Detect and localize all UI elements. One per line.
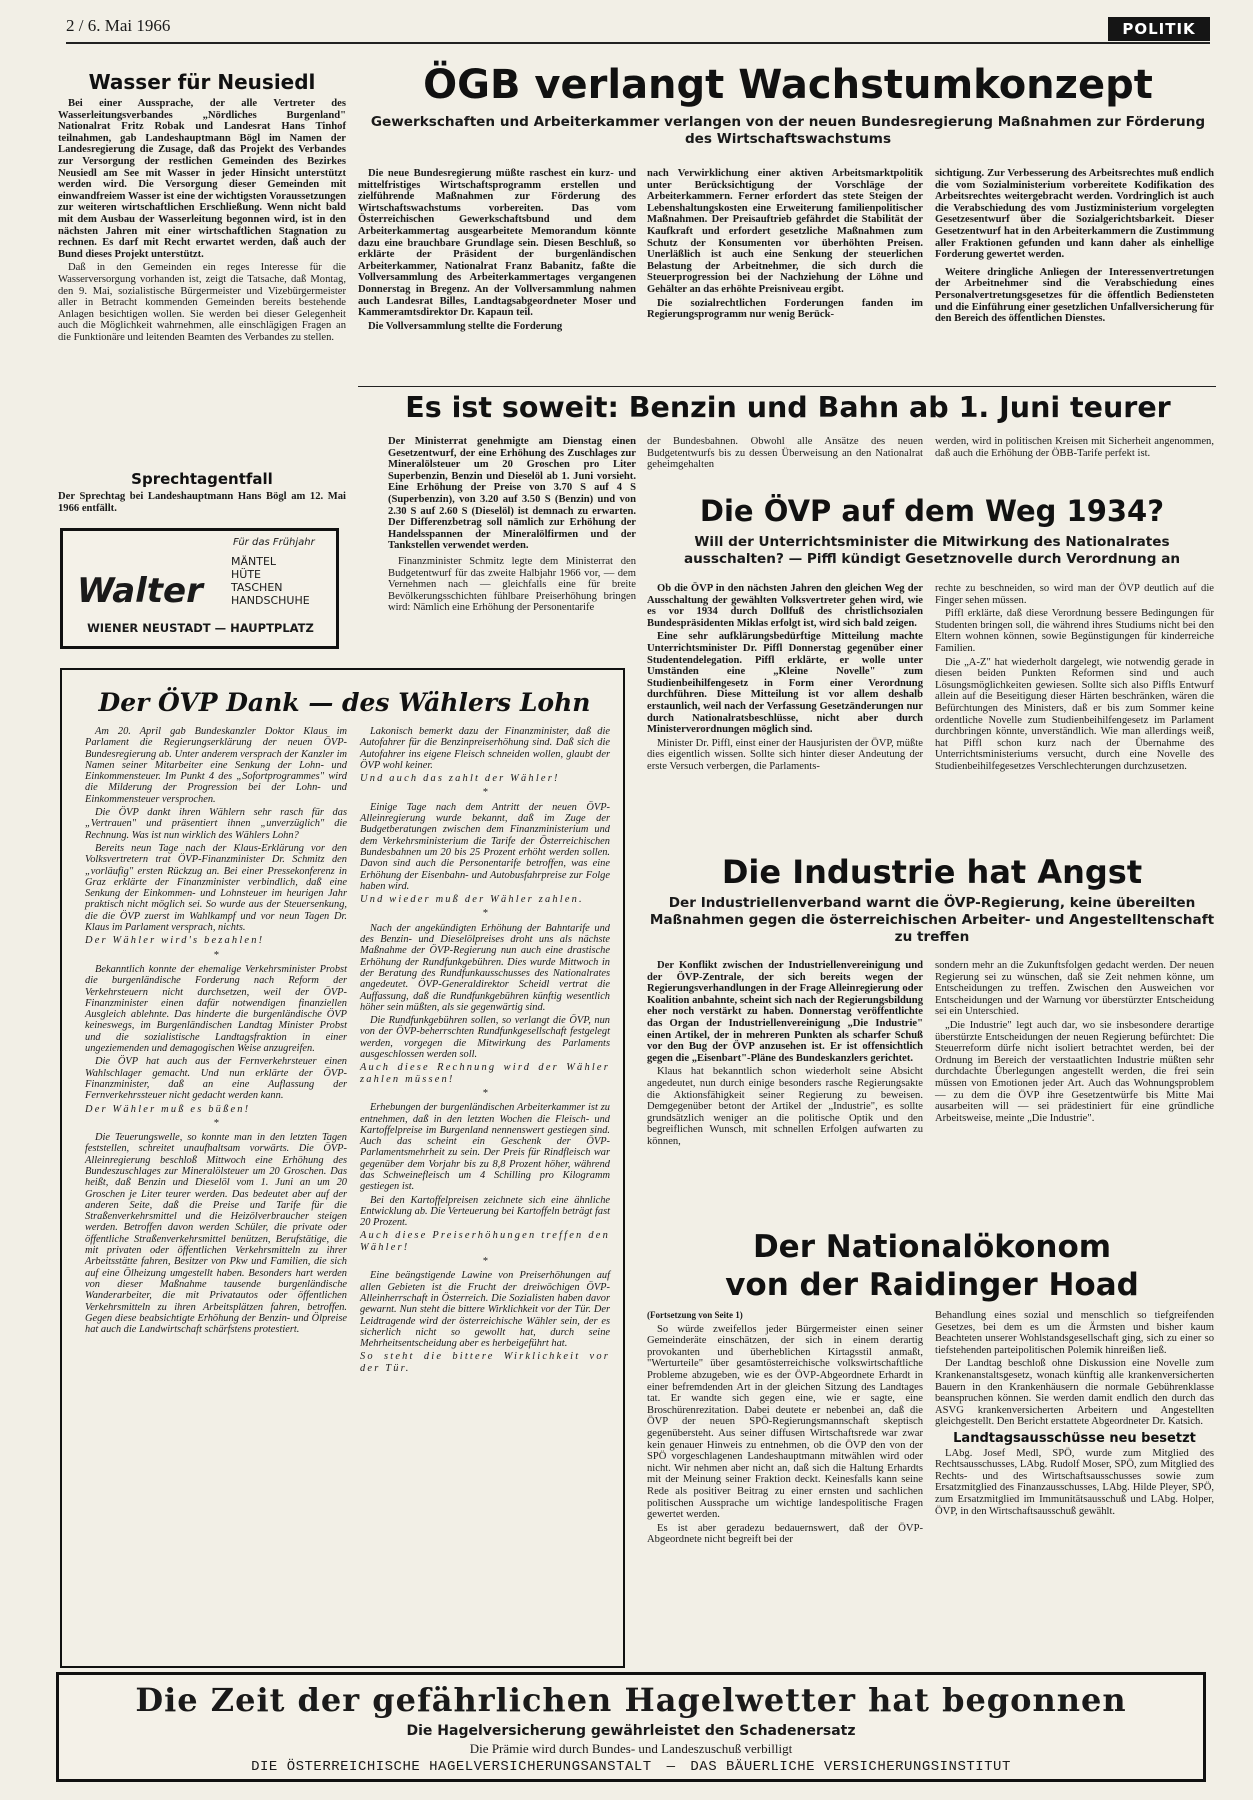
walter-items <box>231 555 310 607</box>
dank-paragraph: Bereits neun Tage nach der Klaus-Erklärung vor den Volksvertretern trat ÖVP-Finanzminister Dr. Schmitz den „vorläufig" ersten Rückzug an. Bei einer Pressekonferenz in Graz erklärte der Finanzminister verbindlich, daß eine Senkung der Einkommen- und Lohnsteuer im heurigen Jahr praktisch nicht möglich sei. So wurde aus der Steuersenkung, die die ÖVP zuerst im Wahlkampf und vor neun Tagen Dr. Klaus im Parlament versprach, nichts. <box>85 842 347 934</box>
page-date: 2 / 6. Mai 1966 <box>66 16 171 35</box>
dank-paragraph: Erhebungen der burgenländischen Arbeiterkammer ist zu entnehmen, daß in den letzten Wochen die Fleisch- und Kartoffelpreise im Burgenland nennenswert gestiegen sind. Auch das scheint ein Geschenk der ÖVP-Parlamentsmehrheit zu sein. Der Preis für Rindfleisch war gegenüber dem Vorjahr bis zu 8,8 Prozent höher, während das Schweinefleisch um 4 Schilling pro Kilogramm gestiegen ist. <box>360 1102 610 1193</box>
walter-brand: Walter <box>77 571 203 611</box>
industrie-paragraph: sondern mehr an die Zukunftsfolgen gedacht werden. Der neuen Regierung sei zu wünschen, daß sie Zeit nehmen könne, um Entscheidungen zu treffen. Zwischen den Ausweichen vor Entscheidungen und der Warnung vor überstürzter Entscheidung sei ein Unterschied. <box>935 960 1214 1018</box>
oevp1934-subhead: Will der Unterrichtsminister die Mitwirkung des Nationalrates ausschalten? — Piffl kündigt Gesetznovelle durch Verordnung an <box>683 534 1181 567</box>
dank-paragraph: Bei den Kartoffelpreisen zeichnete sich eine ähnliche Entwicklung ab. Die Verteuerung bei Kartoffeln beträgt fast 20 Prozent. <box>360 1194 610 1229</box>
continuation-note: (Fortsetzung von Seite 1) <box>647 1310 743 1320</box>
industrie-subhead: Der Industriellenverband warnt die ÖVP-Regierung, keine übereilten Maßnahmen gegen die österreichischen Arbeiter- und Angestelltenschaft zu treffen <box>649 895 1215 945</box>
nationaloekonom-col-2 <box>935 1310 1214 1519</box>
benzin-paragraph: Der Ministerrat genehmigte am Dienstag einen Gesetzentwurf, der eine Erhöhung des Zuschlages zur Mineralölsteuer um 20 Groschen pro Liter Superbenzin, Benzin und Dieselöl ab 1. Juni vorsieht. Eine Erhöhung der Preise von 3.70 S auf 4 S (Superbenzin), von 3.20 auf 3.50 S (Benzin) und von 2.30 S auf 2.60 S (Dieselöl) ist demnach zu erwarten. Der Differenzbetrag soll nämlich zur Erhöhung der Handelsspannen der Mineralölfirmen und der Tankstellen verwendet werden. <box>388 436 636 552</box>
dank-paragraph: Die ÖVP dankt ihren Wählern sehr rasch für das „Vertrauen" und präsentiert ihnen „unverzüglich" die Rechnung. Was ist nun wirklich des Wählers Lohn? <box>85 807 347 841</box>
section-label: POLITIK <box>1108 17 1210 41</box>
oegb-col-1 <box>358 168 636 334</box>
sprechtag-text: Der Sprechtag bei Landeshauptmann Hans Bögl am 12. Mai 1966 entfällt. <box>58 491 346 514</box>
star-separator: * <box>213 949 219 961</box>
nationaloekonom-headline <box>647 1228 1217 1304</box>
dank-box <box>60 668 625 1668</box>
nationaloekonom-paragraph: Es ist aber geradezu bedauernswert, daß der ÖVP-Abgeordnete nicht begreift bei der <box>647 1522 923 1546</box>
benzin-paragraph: Finanzminister Schmitz legte dem Ministerrat den Budgetentwurf für das zweite Halbjahr 1966 vor, — dem Vernehmen nach — gleichfalls eine für breite Bevölkerungsschichten fühlbare Preiserhöhung bringen wird: Nämlich eine Erhöhung der Personentarife <box>388 555 636 614</box>
dank-refrain: Und wieder muß der Wähler zahlen. <box>360 894 584 906</box>
industrie-col-1 <box>647 960 923 1150</box>
dank-col-right <box>360 726 610 1376</box>
walter-ad <box>60 528 339 649</box>
dank-refrain: Der Wähler muß es büßen! <box>85 1103 251 1115</box>
hagel-ad <box>56 1672 1206 1782</box>
oevp1934-headline: Die ÖVP auf dem Weg 1934? <box>699 494 1165 528</box>
oevp1934-paragraph: Minister Dr. Piffl, einst einer der Hausjuristen der ÖVP, müßte dies eigentlich wissen. Sollte sich hinter dieser Andeutung der erste Versuch verbergen, die Parlaments- <box>647 737 923 772</box>
oegb-paragraph: Die Vollversammlung stellte die Forderung <box>368 320 563 332</box>
dank-paragraph: Die Teuerungswelle, so konnte man in den letzten Tagen feststellen, schreitet unaufhaltsam vorwärts. Die ÖVP-Alleinregierung beschloß Mittwoch eine Erhöhung des Bundeszuschlages zur Mineralölsteuer um 20 Groschen. Das heißt, daß Benzin und Dieselöl vom 1. Juni an um 20 Groschen je Liter teurer werden. Das bedeutet aber auf der anderen Seite, daß die Preise und Tarife für die Straßenverkehrsmittel und die Heizölverbraucher steigen werden. Betroffen davon werden Schüler, die private oder öffentliche Straßenverkehrsmittel benützen, Berufstätige, die mit privaten oder öffentlichen Verkehrsmitteln zu ihrer Arbeitsstätte fahren, Besitzer von Pkw und Familien, die sich auf eine Ölheizung umgestellt haben. Besonders hart werden von dieser Maßnahme tausende burgenländische Wanderarbeiter, die mit Privatautos oder öffentlichen Verkehrsmitteln zu ihren Arbeitsplätzen fahren, betroffen. Gegen diese beabsichtigte Erhöhung der Benzin- und Ölpreise hat auch die Landwirtschaft schärfstens protestiert. <box>85 1132 347 1336</box>
dank-paragraph: Am 20. April gab Bundeskanzler Doktor Klaus im Parlament die Regierungserklärung der neuen ÖVP-Bundesregierung ab. Unter anderem versprach der Kanzler im Namen seiner Mitarbeiter eine Senkung der Lohn- und Einkommensteuer. Im Punkt 4 des „Sofortprogrammes" wird die Milderung der Progression bei der Lohn- und Einkommensteuer versprochen. <box>85 726 347 805</box>
walter-item: HÜTE <box>231 568 261 581</box>
oevp1934-paragraph: Eine sehr aufklärungsbedürftige Mitteilung machte Unterrichtsminister Dr. Piffl Donnerstag gegenüber einer Studentendelegation. Piffl erklärte, er wolle unter Umständen eine „Kleine Novelle" zum Studienbeihilfengesetz in Form einer Verordnung durchführen. Diese Mitteilung ist vor allem deshalb erstaunlich, weil nach der Verfassung Gesetzänderungen nur durch Nationalratsbeschlüsse, nicht aber durch Ministerverordnungen möglich sind. <box>647 631 923 736</box>
hagel-headline: Die Zeit der gefährlichen Hagelwetter hat begonnen <box>135 1681 1127 1719</box>
hagel-line-2: Die Prämie wird durch Bundes- und Landeszuschuß verbilligt <box>469 1741 793 1756</box>
wasser-article <box>58 70 346 345</box>
industrie-paragraph: „Die Industrie" legt auch dar, wo sie insbesondere derartige überstürzte Entscheidungen der neuen Regierung befürchtet: Die Steuerreform dürfe nicht isoliert betrachtet werden, bei der Ordnung im Bereich der verstaatlichten Industrie müßten sehr durchdachte Überlegungen angestellt werden, die frei sein müssen von Emotionen jeder Art. Auch das Wohnungsproblem — zu dem die ÖVP ihre Gesetzentwürfe bis Mitte Mai ausarbeiten will — sei prädestiniert für eine gründliche Arbeitsweise, meinte „Die Industrie". <box>935 1019 1214 1124</box>
oegb-subhead: Gewerkschaften und Arbeiterkammer verlangen von der neuen Bundesregierung Maßnahmen zur Förderung des Wirtschaftswachstums <box>370 114 1206 147</box>
star-separator: * <box>213 1117 219 1129</box>
oegb-paragraph: sichtigung. Zur Verbesserung des Arbeitsrechtes muß endlich die vom Sozialministerium vorbereitete Kodifikation des Arbeitsrechtes weitergebracht werden. Vordringlich ist auch die Verabschiedung des vom Justizministerium vorgelegten Gesetzesentwurf über die Sozialgerichtsbarkeit. Dieser Gesetzentwurf hat in den Arbeiterkammern die Zustimmung aller Fraktionen gefunden und kann daher als einhellige Forderung gewertet werden. <box>935 168 1214 261</box>
industrie-col-2 <box>935 960 1214 1126</box>
sprechtag-title: Sprechtagentfall <box>131 470 273 488</box>
dank-refrain: Und auch das zahlt der Wähler! <box>360 773 560 785</box>
oegb-col-2 <box>647 168 923 323</box>
nationaloekonom-paragraph: Behandlung eines sozial und menschlich so tiefgreifenden Gesetzes, bei dem es um die Ärmsten und bisher kaum Beachteten unserer Wohlstandsgesellschaft ging, sich zu einer so tiefstehenden parteipolitischen Polemik hinreißen ließ. <box>935 1310 1214 1356</box>
nationaloekonom-paragraph: Der Landtag beschloß ohne Diskussion eine Novelle zum Krankenanstaltsgesetz, wonach künftig alle krankenversicherten Bauern in den Krankenhäusern die normale Gebührenklasse beanspruchen können. Sie werden damit endlich den durch das ASVG krankenversicherten Arbeitern und Angestellten gleichgestellt. Den Bericht erstattete Abgeordneter Dr. Katsich. <box>935 1358 1214 1428</box>
star-separator: * <box>482 787 488 799</box>
dank-paragraph: Einige Tage nach dem Antritt der neuen ÖVP-Alleinregierung wurde bekannt, daß im Zuge der Budgetberatungen zwischen dem Finanzministerium und dem Verkehrsministerium die Tarife der Österreichischen Bundesbahnen um 20 bis 25 Prozent erhöht werden sollen. Davon sind auch die Personentarife betroffen, was eine Erhöhung der Eisenbahn- und Autobusfahrpreise zur Folge haben wird. <box>360 801 610 892</box>
wasser-paragraph: Bei einer Aussprache, der alle Vertreter des Wasserleitungsverbandes „Nördliches Burgenland" Nationalrat Fritz Robak und Landesrat Hans Tinhof teilnahmen, gab Landeshauptmann Bögl im Namen der Landesregierung die Zusage, daß das Projekt des Verbandes zur Versorgung der restlichen Gemeinden des Bezirkes Neusiedl am See mit Wasser in jeder Hinsicht unterstützt werden wird. Die Versorgung dieser Gemeinden mit einwandfreiem Wasser ist eine der wichtigsten Voraussetzungen zur weiteren wirtschaftlichen Erschließung. Wenn nicht bald mit dem Ausbau der Wasserleitung begonnen wird, ist in den nächsten Jahren mit einer wirtschaftlichen Stagnation zu rechnen. Es darf mit Recht erwartet werden, daß auch der Bund dieses Projekt unterstützt. <box>58 98 346 260</box>
star-separator: * <box>482 1256 488 1268</box>
oegb-paragraph: Weitere dringliche Anliegen der Interessenvertretungen der Arbeitnehmer sind die Verabschiedung eines Personalvertretungsgesetzes für die öffentlich Bediensteten und die Einführung einer gesetzlichen Unfallversicherung für den Bereich des öffentlichen Dienstes. <box>935 266 1214 325</box>
oegb-paragraph: Die sozialrechtlichen Forderungen fanden im Regierungsprogramm nur wenig Berück- <box>647 297 923 321</box>
dank-refrain: So steht die bittere Wirklichkeit vor der Tür. <box>360 1351 610 1374</box>
dank-paragraph: Eine beängstigende Lawine von Preiserhöhungen auf allen Gebieten ist die Frucht der dreiwöchigen ÖVP-Alleinherrschaft in Österreich. Die Sozialisten haben davor gewarnt. Nun steht die bittere Wirklichkeit vor der Tür. Der Leidtragende wird der österreichische Wähler sein, der es sicherlich nicht so gewollt hat, durch seine Mehrheitsentscheidung aber es herbeigeführt hat. <box>360 1270 610 1350</box>
dank-paragraph: Bekanntlich konnte der ehemalige Verkehrsminister Probst die burgenländische Forderung nach Reform der Verkehrsteuern nicht durchsetzen, weil der ÖVP-Finanzminister einen dafür notwendigen finanziellen Ausgleich ablehnte. Das hinderte die burgenländische ÖVP keineswegs, im Burgenländischen Landtag Minister Probst und die sozialistische Landtagsfraktion in einer ungeziemenden und demagogischen Weise anzugreifen. <box>85 963 347 1055</box>
dank-refrain: Auch diese Preiserhöhungen treffen den Wähler! <box>360 1230 610 1253</box>
oegb-paragraph: Die neue Bundesregierung müßte raschest ein kurz- und mittelfristiges Wirtschaftsprogramm erstellen und zielführende Maßnahmen zur Förderung des Wirtschaftswachstums vorbereiten. Das vom Österreichischen Gewerkschaftsbund und dem Arbeiterkammertag ausgearbeitete Memorandum könnte dazu eine brauchbare Grundlage sein. Diesen Beschluß, so erklärte der Präsident der burgenländischen Arbeiterkammer, Nationalrat Franz Babanitz, faßte die Vollversammlung des Arbeiterkammertages vergangenen Donnerstag in Bregenz. An der Vollversammlung nahmen auch Landesrat Billes, Landtagsabgeordneter Moser und Kammeramtsdirektor Dr. Kapaun teil. <box>358 168 636 319</box>
hagel-companies <box>59 1759 1203 1775</box>
oevp1934-col-2 <box>935 583 1214 775</box>
benzin-headline: Es ist soweit: Benzin und Bahn ab 1. Juni teurer <box>405 391 1171 424</box>
dank-col-left <box>85 726 347 1337</box>
walter-item: MÄNTEL <box>231 555 277 568</box>
hagel-line-1: Die Hagelversicherung gewährleistet den Schadenersatz <box>406 1723 856 1739</box>
dank-paragraph: Die Rundfunkgebühren sollen, so verlangt die ÖVP, nun von der ÖVP-beherrschten Rundfunkgesellschaft festgelegt werden, vorgegen die Mitwirkung des Parlaments ausgeschlossen werden soll. <box>360 1015 610 1061</box>
star-separator: * <box>482 1087 488 1099</box>
hagel-company: DIE ÖSTERREICHISCHE HAGELVERSICHERUNGSANSTALT <box>251 1759 652 1775</box>
oevp1934-paragraph: Ob die ÖVP in den nächsten Jahren den gleichen Weg der Ausschaltung der gewählten Volksvertreter gehen wird, wie es vor 1934 durch Dollfuß des christlichsozialen Bundespräsidenten Miklas erfolgt ist, wird sich bald zeigen. <box>647 583 923 629</box>
walter-item: HANDSCHUHE <box>231 594 310 607</box>
oegb-headline: ÖGB verlangt Wachstumkonzept <box>423 62 1153 108</box>
star-separator: * <box>482 908 488 920</box>
industrie-paragraph: Der Konflikt zwischen der Industriellenvereinigung und der ÖVP-Zentrale, der sich bereits wegen der Regierungsverhandlungen in der Frage Alleinregierung oder Koalition anbahnte, scheint sich nach der Regierungsbildung eher noch verstärkt zu haben. Donnerstag veröffentlichte das Organ der Industriellenvereinigung „Die Industrie" einen Artikel, der in mehreren Punkten als scharfer Schuß vor den Bug der ÖVP anzusehen ist. Er ist offensichtlich gegen die „Eisenbart"-Pläne des Bundeskanzlers gerichtet. <box>647 960 923 1064</box>
industrie-paragraph: Klaus hat bekanntlich schon wiederholt seine Absicht angedeutet, nun durch einige besonders rasche Regierungsakte die Aktionsfähigkeit seiner Regierung zu beweisen. Demgegenüber betont der Artikel der „Industrie", es sollte grundsätzlich weniger an die politische Optik und den begreiflichen Wunsch, mit schnellen Erfolgen aufwarten zu können, <box>647 1066 923 1147</box>
benzin-col-2: der Bundesbahnen. Obwohl alle Ansätze des neuen Budgetentwurfs bis zu dessen Überweisung an den Nationalrat geheimgehalten <box>647 436 923 471</box>
oevp1934-paragraph: Die „A-Z" hat wiederholt dargelegt, wie notwendig gerade in diesen beiden Punkten Reformen sind und auch Lösungsmöglichkeiten gewiesen. Sollte sich also Piffls Entwurf allein auf die Beseitigung dieser Härten beschränken, wären die Befürchtungen des Ministers, daß er bis zum Sommer keine ordentliche Novelle zum Studienbeihilfengesetz im Parlament durchbringen könnte, unverständlich. Wie man allerdings weiß, hat Piffl schon kurz nach der Übernahme des Unterrichtsministeriums versucht, durch eine Novelle des Studienbeihilfegesetzes Verschlechterungen durchzusetzen. <box>935 656 1214 772</box>
walter-season: Für das Frühjahr <box>233 537 315 548</box>
nationaloekonom-paragraph: LAbg. Josef Medl, SPÖ, wurde zum Mitglied des Rechtsausschusses, LAbg. Rudolf Moser, SPÖ, zum Mitglied des Rechts- und des Wirtschaftsausschusses sowie zum Ersatzmitglied des Finanzausschusses, LAbg. Hilde Pleyer, SPÖ, zum Ersatzmitglied im Immunitätsausschuß und LAbg. Holper, ÖVP, in den Wirtschaftsausschuß gewählt. <box>935 1447 1214 1517</box>
oevp1934-paragraph: rechte zu beschneiden, so wird man der ÖVP deutlich auf die Finger sehen müssen. <box>935 583 1214 606</box>
benzin-col-1 <box>388 436 636 616</box>
nationaloekonom-headline-line: von der Raidinger Hoad <box>725 1267 1139 1303</box>
wasser-title: Wasser für Neusiedl <box>88 70 316 94</box>
nationaloekonom-col-1 <box>647 1310 923 1548</box>
benzin-rule <box>358 386 1216 387</box>
ausschuesse-title: Landtagsausschüsse neu besetzt <box>953 1430 1196 1446</box>
oevp1934-paragraph: Piffl erklärte, daß diese Verordnung bessere Bedingungen für Studenten bringen soll, die während ihres Studiums nicht bei den Eltern wohnen können, sowie Begünstigungen für kinderreiche Familien. <box>935 608 1214 654</box>
nationaloekonom-headline-line: Der Nationalökonom <box>752 1229 1112 1265</box>
walter-address: WIENER NEUSTADT — HAUPTPLATZ <box>87 621 314 635</box>
oegb-col-3 <box>935 168 1214 327</box>
industrie-headline: Die Industrie hat Angst <box>721 853 1143 891</box>
nationaloekonom-paragraph: So würde zweifellos jeder Bürgermeister einen seiner Gemeinderäte einschätzen, der sich in einem derartig provokanten und überheblichen Kirtagsstil anmaßt, "Werturteile" über gesamtösterreichische volkswirtschaftliche Probleme abzugeben, wie es der ÖVP-Abgeordnete Erhardt in einer befremdenden Art in der gleichen Sitzung des Landtages tat. Er wandte sich gegen eine, wie er sagte, eine Broschürenrezitation. Dabei deutete er nebenbei an, daß die ÖVP der neuen SPÖ-Regierungsmannschaft skeptisch gegenübersteht. Aus seiner diffusen Wirtschaftsrede war zwar kein genauer Hinweis zu entnehmen, ob die ÖVP den von der SPÖ vorgeschlagenen Landeshauptmann mitwählen wird oder nicht. Wir nehmen aber nicht an, daß sich die Haltung Erhardts mit der Meinung seiner Fraktion deckt. Keinesfalls kann seine Rede als positiver Beitrag zu einer ernsten und sachlichen politischen Aussprache um wichtige landespolitische Fragen gewertet werden. <box>647 1323 923 1521</box>
sprechtag-notice <box>58 470 346 514</box>
dank-paragraph: Lakonisch bemerkt dazu der Finanzminister, daß die Autofahrer für die Benzinpreiserhöhung sind. Daß sich die Autofahrer ins eigene Fleisch schneiden wollen, glaubt der ÖVP wohl keiner. <box>360 726 610 771</box>
hagel-separator: — <box>666 1759 676 1775</box>
hagel-company: DAS BÄUERLICHE VERSICHERUNGSINSTITUT <box>690 1759 1011 1775</box>
oegb-article <box>358 62 1218 156</box>
benzin-col-3: werden, wird in politischen Kreisen mit Sicherheit angenommen, daß auch die Erhöhung der ÖBB-Tarife perfekt ist. <box>935 436 1214 459</box>
wasser-paragraph: Daß in den Gemeinden ein reges Interesse für die Wasserversorgung vorhanden ist, zeigt die Tatsache, daß Montag, den 9. Mai, sozialistische Bürgermeister und Vizebürgermeister aller in Betracht kommenden Gemeinden bereits bestehende Anlagen besichtigen wollen. Sie werden bei dieser Gelegenheit auch die Möglichkeit wahrnehmen, alle einschlägigen Fragen an die Funktionäre und leitenden Beamten des Verbandes zu stellen. <box>58 262 346 343</box>
dank-paragraph: Die ÖVP hat auch aus der Fernverkehrsteuer einen Wahlschlager gemacht. Und nun erklärte der ÖVP-Finanzminister, daß an eine Auflassung der Fernverkehrssteuer nicht gedacht werden kann. <box>85 1056 347 1102</box>
dank-refrain: Auch diese Rechnung wird der Wähler zahlen müssen! <box>360 1062 610 1085</box>
dank-headline: Der ÖVP Dank — des Wählers Lohn <box>98 688 591 717</box>
oegb-paragraph: nach Verwirklichung einer aktiven Arbeitsmarktpolitik unter Berücksichtigung der Vorschläge der Arbeiterkammern. Ferner erfordert das stete Steigen der Lebenshaltungskosten eine Erweiterung familienpolitischer Maßnahmen. Der Preisauftrieb gefährdet die Stabilität der Kaufkraft und erfordert gesetzliche Maßnahmen zum Schutz der Konsumenten vor überhöhten Preisen. Unerläßlich ist auch eine Senkung der steuerlichen Belastung der Arbeitnehmer, die sich durch die Steuerprogression bei der Nachziehung der Löhne und Gehälter an das erhöhte Preisniveau ergibt. <box>647 168 923 295</box>
header-rule <box>66 42 1210 44</box>
oevp1934-col-1 <box>647 583 923 775</box>
dank-paragraph: Nach der angekündigten Erhöhung der Bahntarife und des Benzin- und Dieselölpreises droht uns als nächste Maßnahme der ÖVP-Regierung nun auch eine drastische Erhöhung der Rundfunkgebühren. Dies wurde Mittwoch in der Beratung des Rundfunkausschusses des Nationalrates angedeutet. ÖVP-Generaldirektor Scheidl vertrat die Auffassung, daß die Rundfunkgebühren künftig wesentlich höher sein müßten, als sie gegenwärtig sind. <box>360 922 610 1013</box>
dank-refrain: Der Wähler wird's bezahlen! <box>85 935 265 947</box>
walter-item: TASCHEN <box>231 581 283 594</box>
